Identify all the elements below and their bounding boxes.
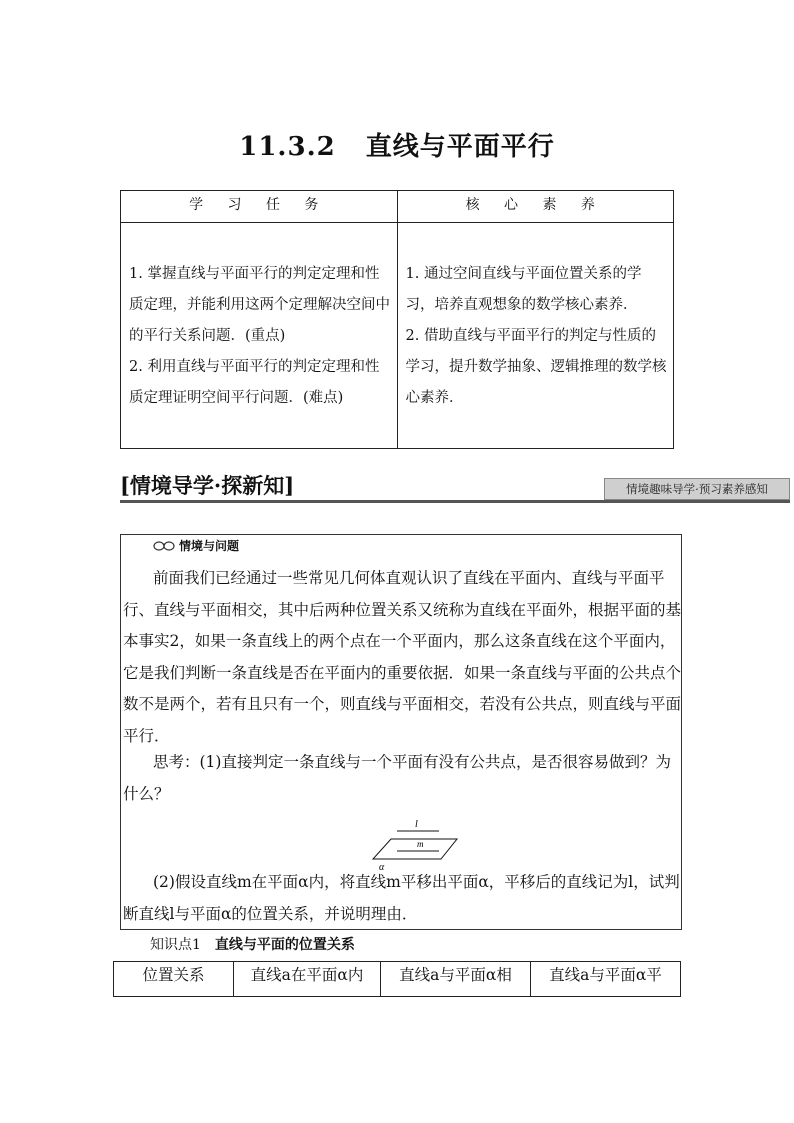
task-table-body <box>121 223 673 448</box>
competency-item: 1. 通过空间直线与平面位置关系的学习，培养直观想象的数学核心素养． <box>405 266 642 313</box>
scenario-paragraph-1: 前面我们已经通过一些常见几何体直观认识了直线在平面内、直线与平面平行、直线与平面相交，其中后两种位置关系又统称为直线在平面外，根据平面的基本事实2，如果一条直线上的两个点在一个平面内，那么这条直线在这个平面内，它是我们判断一条直线是否在平面内的重要依据．如果一条直线与平面的公共点个数不是两个，若有且只有一个，则直线与平面相交，若没有公共点，则直线与平面平行． <box>123 569 682 745</box>
learning-task-table <box>120 190 674 449</box>
competency-item: 2. 借助直线与平面平行的判定与性质的学习，提升数学抽象、逻辑推理的数学核心素养． <box>405 328 667 406</box>
section-heading: [情境导学·探新知] <box>120 473 295 498</box>
page-title <box>0 126 794 163</box>
glasses-icon <box>153 540 175 552</box>
table-cell: 直线a与平面α平 <box>549 966 662 984</box>
knowledge-point-heading <box>150 934 355 954</box>
core-competencies-cell <box>398 223 674 448</box>
section-divider <box>120 500 790 503</box>
scenario-box <box>120 534 682 930</box>
scenario-label-text: 情境与问题 <box>179 539 240 553</box>
label-line-l: l <box>415 819 418 830</box>
table-cell: 位置关系 <box>114 962 234 996</box>
plane-alpha <box>373 839 457 859</box>
label-plane-alpha: α <box>379 862 385 873</box>
scenario-question-1: 思考：(1)直接判定一条直线与一个平面有没有公共点，是否很容易做到？为什么？ <box>123 753 671 803</box>
header-core-competencies: 核 心 素 养 <box>465 197 605 213</box>
header-learning-tasks: 学 习 任 务 <box>121 191 398 222</box>
scenario-question-2: (2)假设直线m在平面α内，将直线m平移出平面α，平移后的直线记为l，试判断直线l与平面α的位置关系，并说明理由． <box>123 873 680 923</box>
table-cell: 直线a在平面α内 <box>234 962 381 996</box>
section-tag: 情境趣味导学·预习素养感知 <box>604 478 790 500</box>
section-title: 直线与平面平行 <box>365 132 555 162</box>
position-relation-table <box>113 961 681 997</box>
learning-tasks-cell <box>121 223 398 448</box>
label-line-m: m <box>417 839 424 849</box>
task-item: 2. 利用直线与平面平行的判定定理和性质定理证明空间平行问题．(难点) <box>129 359 380 406</box>
task-item: 1. 掌握直线与平面平行的判定定理和性质定理，并能利用这两个定理解决空间中的平行关系问题．(重点) <box>129 266 390 344</box>
section-number: 11.3.2 <box>239 132 336 162</box>
task-table-header <box>121 191 673 223</box>
knowledge-point-number: 知识点1 <box>150 937 201 953</box>
knowledge-point-title: 直线与平面的位置关系 <box>214 937 355 953</box>
scenario-label <box>153 537 239 554</box>
table-cell: 直线a与平面α相 <box>381 962 531 996</box>
